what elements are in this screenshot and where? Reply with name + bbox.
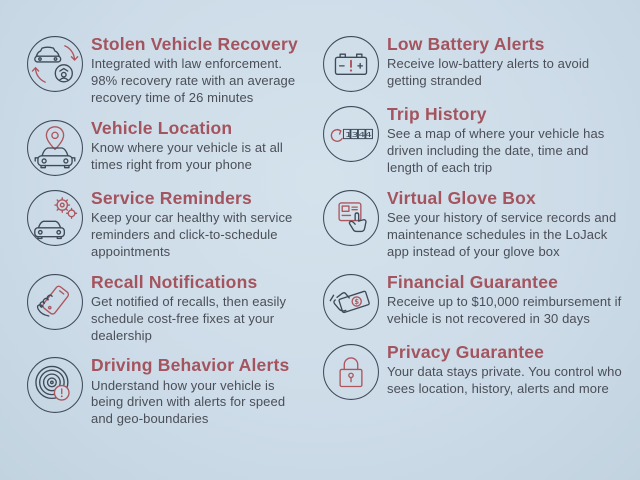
- feature-vehicle-location: [26, 118, 322, 177]
- feature-description: Integrated with law enforcement. 98% recovery rate with an average recovery time of 26 minutes: [91, 56, 296, 105]
- dollar-symbol: $: [354, 297, 360, 306]
- feature-virtual-glove-box: [322, 188, 640, 261]
- odometer-digits: 1344: [344, 130, 373, 140]
- feature-trip-history: [322, 104, 640, 177]
- feature-title: Low Battery Alerts: [387, 34, 545, 54]
- service-reminders-icon: [26, 189, 84, 247]
- feature-description: See your history of service records and maintenance schedules in the LoJack app instead of your glove box: [387, 209, 617, 259]
- driving-behavior-alerts-icon: [26, 356, 84, 414]
- feature-description: Keep your car healthy with service reminders and click-to-schedule appointments: [91, 209, 293, 259]
- feature-driving-behavior-alerts: [26, 355, 322, 428]
- feature-title: Stolen Vehicle Recovery: [91, 34, 298, 54]
- feature-low-battery-alerts: [322, 34, 640, 93]
- feature-service-reminders: [26, 188, 322, 261]
- feature-description: Receive up to $10,000 reimbursement if vehicle is not recovered in 30 days: [387, 293, 622, 326]
- low-battery-alerts-icon: [322, 35, 380, 93]
- feature-description: Your data stays private. You control who sees location, history, alerts and more: [387, 363, 622, 396]
- financial-guarantee-icon: [322, 273, 380, 331]
- privacy-guarantee-icon: [322, 343, 380, 401]
- feature-description: Know where your vehicle is at all times right from your phone: [91, 139, 283, 172]
- feature-stolen-vehicle-recovery: [26, 34, 322, 107]
- recall-notifications-icon: [26, 273, 84, 331]
- feature-title: Recall Notifications: [91, 271, 258, 292]
- feature-title: Financial Guarantee: [387, 271, 559, 292]
- feature-financial-guarantee: [322, 272, 640, 331]
- feature-title: Driving Behavior Alerts: [91, 355, 290, 376]
- feature-title: Trip History: [387, 104, 487, 124]
- feature-recall-notifications: [26, 272, 322, 345]
- feature-description: See a map of where your vehicle has driven including the date, time and length of each trip: [387, 126, 605, 175]
- vehicle-location-icon: [26, 119, 84, 177]
- left-column: [26, 34, 322, 439]
- stolen-vehicle-recovery-icon: [26, 35, 84, 93]
- right-column: [322, 34, 640, 439]
- feature-title: Virtual Glove Box: [387, 187, 536, 208]
- feature-title: Privacy Guarantee: [387, 341, 545, 362]
- feature-title: Vehicle Location: [91, 117, 233, 138]
- feature-privacy-guarantee: [322, 342, 640, 401]
- feature-description: Receive low-battery alerts to avoid getting stranded: [387, 56, 590, 89]
- trip-history-icon: [322, 105, 380, 163]
- feature-description: Understand how your vehicle is being driven with alerts for speed and geo-boundaries: [91, 377, 286, 427]
- feature-description: Get notified of recalls, then easily schedule cost-free fixes at your dealership: [91, 293, 287, 343]
- feature-title: Service Reminders: [91, 187, 252, 208]
- virtual-glove-box-icon: [322, 189, 380, 247]
